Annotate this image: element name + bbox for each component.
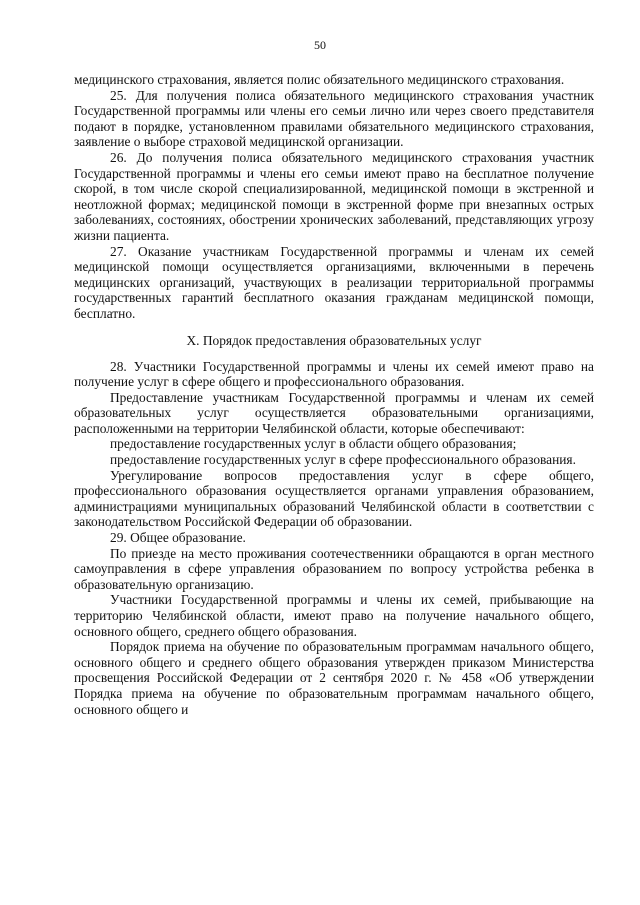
- paragraph-admission-order: Порядок приема на обучение по образовательным программам начального общего, основного общего и среднего общего образования утвержден приказом Министерства просвещения Российской Федерации от 2 сентября 2020 г. № 458 «Об утверждении Порядка приема на обучение по образовательным программам начального общего, основного общего и: [74, 639, 594, 717]
- document-body: [74, 72, 594, 717]
- paragraph-arrival: По приезде на место проживания соотечественники обращаются в орган местного самоуправления в сфере управления образованием по вопросу устройства ребенка в образовательную организацию.: [74, 545, 594, 592]
- paragraph-27: 27. Оказание участникам Государственной программы и членам их семей медицинской помощи осуществляется организациями, включенными в перечень медицинских организаций, участвующих в реализации территориальной программы государственных гарантий бесплатного оказания гражданам медицинской помощи, бесплатно.: [74, 243, 594, 321]
- paragraph-29: 29. Общее образование.: [110, 530, 246, 546]
- paragraph-right-to-education: Участники Государственной программы и члены их семей, прибывающие на территорию Челябинской области, имеют право на получение начального общего, основного общего, среднего общего образования.: [74, 592, 594, 639]
- paragraph-regulation: Урегулирование вопросов предоставления услуг в сфере общего, профессионального образования осуществляется органами управления образованием, администрациями муниципальных образований Челябинской области в соответствии с законодательством Российской Федерации об образовании.: [74, 467, 594, 530]
- paragraph-general-education-services: предоставление государственных услуг в области общего образования;: [110, 436, 517, 452]
- paragraph-28: 28. Участники Государственной программы и члены их семей имеют право на получение услуг в сфере общего и профессионального образования.: [74, 358, 594, 390]
- paragraph-25: 25. Для получения полиса обязательного медицинского страхования участник Государственной программы или члены его семьи лично или через своего представителя подают в порядке, установленном правилами обязательного медицинского страхования, заявление о выборе страховой медицинской организации.: [74, 87, 594, 150]
- paragraph-continuation: медицинского страхования, является полис обязательного медицинского страхования.: [74, 72, 565, 87]
- paragraph-26: 26. До получения полиса обязательного медицинского страхования участник Государственной программы и члены его семьи имеют право на бесплатное получение скорой, в том числе скорой специализированной, медицинской помощи в экстренной и неотложной формах; медицинской помощи в экстренной форме при внезапных острых заболеваниях, состояниях, обострении хронических заболеваний, представляющих угрозу жизни пациента.: [74, 149, 594, 243]
- paragraph-services-intro: Предоставление участникам Государственной программы и членам их семей образовательных услуг осуществляется образовательными организациями, расположенными на территории Челябинской области, которые обеспечивают:: [74, 389, 594, 436]
- section-heading: X. Порядок предоставления образовательных услуг: [186, 332, 482, 348]
- paragraph-professional-education-services: предоставление государственных услуг в сфере профессионального образования.: [110, 452, 576, 468]
- page-number: 50: [314, 38, 326, 52]
